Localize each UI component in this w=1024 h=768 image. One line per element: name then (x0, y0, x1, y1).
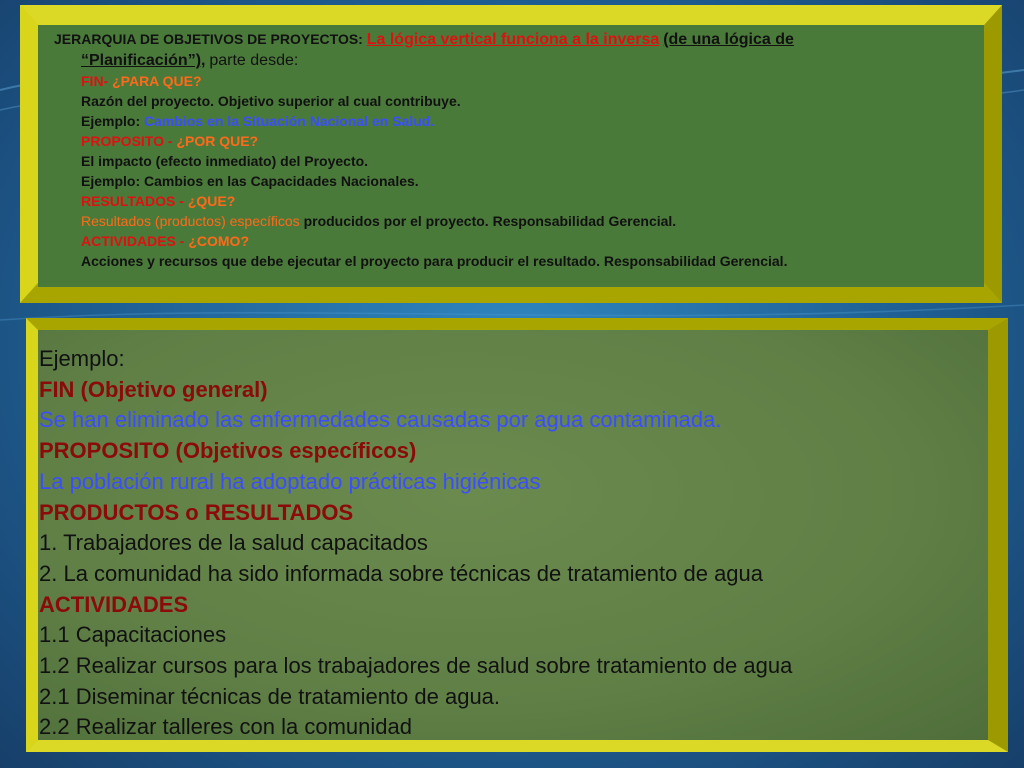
hierarchy-title-tail-1: (de una lógica de (663, 31, 794, 48)
actividad-item: 1.2 Realizar cursos para los trabajadores de salud sobre tratamiento de agua (39, 653, 793, 679)
actividades-description: Acciones y recursos que debe ejecutar el proyecto para producir el resultado. Responsabilidad Gerencial. (81, 253, 788, 269)
example-panel (26, 318, 1008, 752)
hierarchy-title-red: La lógica vertical funciona a la inversa (366, 31, 660, 48)
fin-question: ¿PARA QUE? (112, 73, 202, 89)
hierarchy-text (54, 29, 984, 271)
fin-heading (54, 71, 984, 91)
actividad-item: 1.1 Capacitaciones (39, 622, 227, 648)
producto-item: 1. Trabajadores de la salud capacitados (39, 530, 428, 556)
fin-description: Razón del proyecto. Objetivo superior al cual contribuye. (81, 93, 461, 109)
fin-objective-heading: FIN (Objetivo general) (39, 376, 268, 402)
fin-objective-text: Se han eliminado las enfermedades causadas por agua contaminada. (39, 407, 722, 433)
actividad-item: 2.2 Realizar talleres con la comunidad (39, 714, 412, 740)
resultados-description (54, 211, 984, 231)
proposito-question: ¿POR QUE? (176, 133, 259, 149)
hierarchy-title-second-line (54, 50, 984, 71)
actividad-item: 2.1 Diseminar técnicas de tratamiento de agua. (39, 683, 501, 709)
hierarchy-title-tail-2: “Planificación”), (81, 52, 206, 69)
hierarchy-title-label: JERARQUIA DE OBJETIVOS DE PROYECTOS: (54, 31, 363, 47)
example-text (39, 344, 999, 743)
actividades-list-heading: ACTIVIDADES (39, 591, 189, 617)
hierarchy-title (54, 29, 984, 50)
resultados-question: ¿QUE? (187, 193, 236, 209)
proposito-label: PROPOSITO - (81, 133, 173, 149)
resultados-heading (54, 191, 984, 211)
proposito-description: El impacto (efecto inmediato) del Proyecto. (81, 153, 369, 169)
example-label: Ejemplo: (39, 346, 125, 371)
productos-heading: PRODUCTOS o RESULTADOS (39, 499, 354, 525)
fin-label: FIN- (81, 73, 109, 89)
resultados-desc: producidos por el proyecto. Responsabilidad Gerencial. (303, 213, 677, 229)
proposito-objective-heading: PROPOSITO (Objetivos específicos) (39, 438, 417, 464)
fin-example-value: Cambios en la Situación Nacional en Salud. (144, 113, 435, 129)
hierarchy-title-tail-3: parte desde: (209, 52, 299, 69)
resultados-prefix: Resultados (productos) específicos (81, 213, 300, 229)
hierarchy-panel (20, 5, 1002, 303)
actividades-label: ACTIVIDADES - (81, 233, 185, 249)
resultados-label: RESULTADOS - (81, 193, 184, 209)
producto-item: 2. La comunidad ha sido informada sobre técnicas de tratamiento de agua (39, 560, 764, 586)
proposito-objective-text: La población rural ha adoptado prácticas higiénicas (39, 468, 541, 494)
proposito-example: Ejemplo: Cambios en las Capacidades Nacionales. (81, 173, 419, 189)
fin-example (54, 111, 984, 131)
actividades-heading (54, 231, 984, 251)
actividades-question: ¿COMO? (188, 233, 249, 249)
proposito-heading (54, 131, 984, 151)
fin-example-label: Ejemplo: (81, 113, 141, 129)
